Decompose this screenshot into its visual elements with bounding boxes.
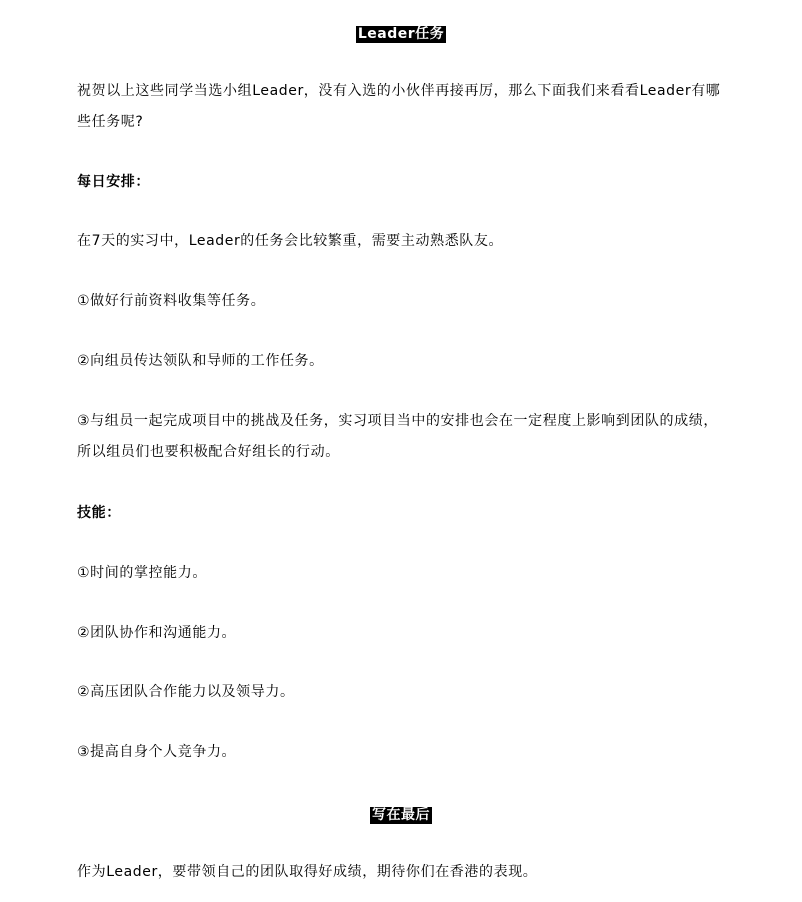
heading-leader-tasks-label: Leader任务 (357, 26, 445, 42)
skill-item-2: ②团队协作和沟通能力。 (77, 625, 237, 641)
daily-schedule-title: 每日安排： (77, 174, 150, 190)
skill-item-4: ③提高自身个人竞争力。 (77, 744, 237, 760)
daily-schedule-intro: 在7天的实习中，Leader的任务会比较繁重，需要主动熟悉队友。 (77, 233, 504, 249)
daily-item-1: ①做好行前资料收集等任务。 (77, 293, 266, 309)
skill-item-3: ②高压团队合作能力以及领导力。 (77, 684, 295, 700)
section-heading-closing (0, 804, 802, 822)
section-heading-leader-tasks (0, 23, 802, 41)
skill-item-1: ①时间的掌控能力。 (77, 565, 207, 581)
daily-item-2: ②向组员传达领队和导师的工作任务。 (77, 353, 324, 369)
daily-item-3: ③与组员一起完成项目中的挑战及任务，实习项目当中的安排也会在一定程度上影响到团队的成绩，所以组员们也要积极配合好组长的行动。 (77, 413, 718, 460)
closing-paragraph: 作为Leader，要带领自己的团队取得好成绩，期待你们在香港的表现。 (77, 864, 538, 880)
intro-paragraph: 祝贺以上这些同学当选小组Leader，没有入选的小伙伴再接再厉，那么下面我们来看看Leader有哪些任务呢? (77, 83, 721, 130)
skills-title: 技能： (77, 505, 121, 521)
heading-closing-label: 写在最后 (372, 807, 430, 823)
